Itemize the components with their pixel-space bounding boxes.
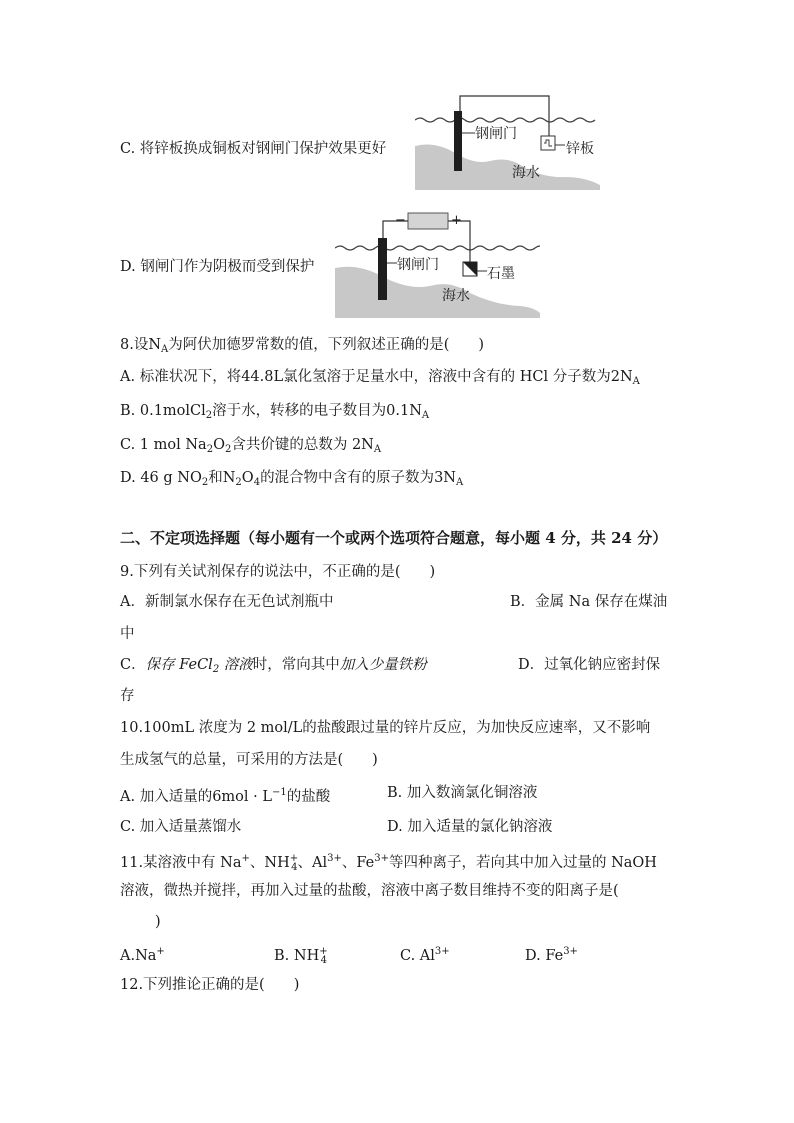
fig-d-minus: −	[395, 213, 406, 228]
q12-stem: 12.下列推论正确的是( )	[120, 977, 300, 993]
q11-stem-1: 11.某溶液中有 Na+、$NH^+_4$、$Al^{3+}$、$Fe^{3+}$等四种离子，若向其中加入过量的 NaOH	[120, 853, 657, 873]
fig-d-sea-label: 海水	[442, 288, 470, 304]
q11-option-c: C. $Al^{3+}$	[400, 946, 450, 964]
q9-option-a: A．新制氯水保存在无色试剂瓶中	[120, 594, 334, 610]
q9-option-d-wrap: 存	[120, 688, 135, 704]
fig-c-sea-label: 海水	[512, 165, 540, 181]
fig-d-gate-label: 钢闸门	[397, 257, 439, 273]
q10-option-c: C. 加入适量蒸馏水	[120, 819, 242, 835]
q9-option-c: C．保存 FeCl$_2$ 溶液时，常向其中加入少量铁粉	[120, 657, 427, 675]
q9-option-b: B．金属 Na 保存在煤油	[510, 594, 668, 610]
q8-option-c: C. 1 mol $Na_2O_2$含共价键的总数为 $2N_A$	[120, 437, 382, 455]
q8-stem: 8.设$N_A$为阿伏加德罗常数的值，下列叙述正确的是( )	[120, 337, 485, 355]
figure-graphite-cathode-protection	[335, 208, 540, 323]
q9-stem: 9.下列有关试剂保存的说法中，不正确的是( )	[120, 564, 436, 580]
section-2-title: 二、不定项选择题（每小题有一个或两个选项符合题意，每小题 4 分，共 24 分）	[120, 529, 668, 547]
q10-option-b: B. 加入数滴氯化铜溶液	[387, 785, 538, 801]
q10-option-d: D. 加入适量的氯化钠溶液	[387, 819, 553, 835]
q8-option-d: D. 46 g $NO_2$和$N_2O_4$的混合物中含有的原子数为$3N_A$	[120, 470, 464, 488]
fig-d-graphite-label: 石墨	[487, 266, 515, 282]
q11-stem-3: )	[155, 914, 161, 930]
q9-option-d: D．过氧化钠应密封保	[518, 657, 661, 673]
q11-option-d: D. $Fe^{3+}$	[525, 946, 578, 964]
q8-option-a: A. 标准状况下，将44.8L氯化氢溶于足量水中，溶液中含有的 HCl 分子数为$2N_A$	[120, 369, 640, 387]
fig-d-plus: +	[451, 213, 462, 228]
q7-option-c: C. 将锌板换成铜板对钢闸门保护效果更好	[120, 141, 387, 157]
q10-stem-2: 生成氢气的总量，可采用的方法是( )	[120, 752, 378, 768]
q10-stem-1: 10.100mL 浓度为 2 mol/L的盐酸跟过量的锌片反应，为加快反应速率，又不影响	[120, 720, 651, 736]
q9-option-b-wrap: 中	[120, 626, 135, 642]
figure-zinc-plate-protection	[415, 93, 605, 198]
q11-stem-2: 溶液，微热并搅拌，再加入过量的盐酸，溶液中离子数目维持不变的阳离子是(	[120, 883, 619, 899]
fig-c-plate-label: 锌板	[566, 141, 594, 157]
q11-option-b: B. $NH^+_4$	[274, 946, 328, 966]
fig-c-gate-label: 钢闸门	[475, 126, 517, 142]
q11-option-a: A.Na+	[120, 946, 165, 964]
q8-option-b: B. 0.1molCl$_2$溶于水，转移的电子数目为$0.1N_A$	[120, 403, 430, 421]
q10-option-a: A. 加入适量的$6mol \cdot L^{-1}$的盐酸	[120, 787, 331, 805]
q7-option-d: D. 钢闸门作为阴极而受到保护	[120, 259, 315, 275]
